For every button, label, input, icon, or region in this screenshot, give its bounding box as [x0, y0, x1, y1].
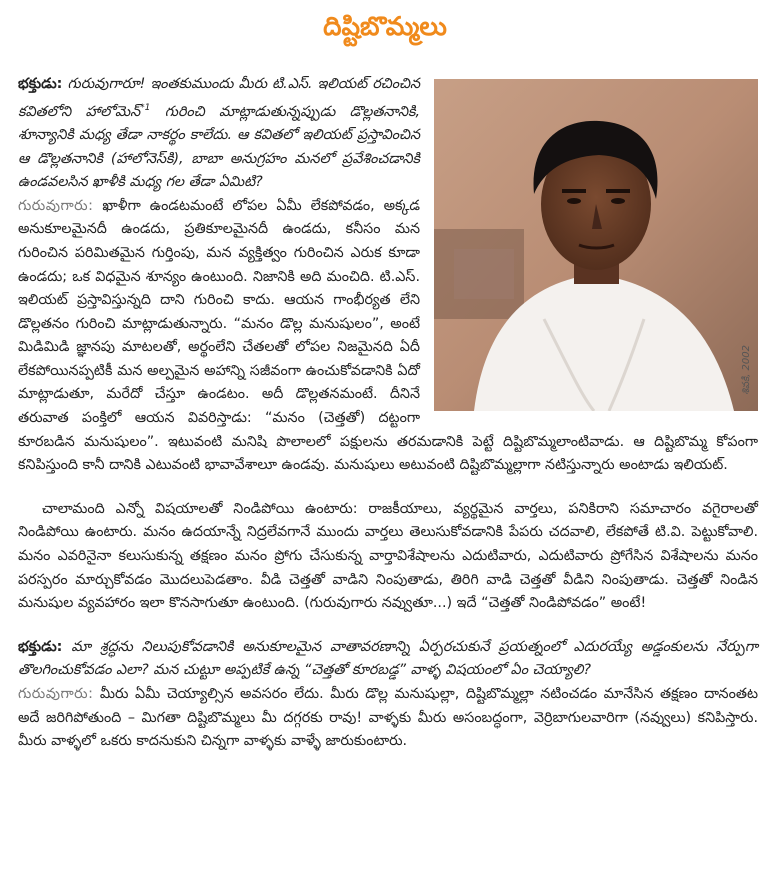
portrait-photo	[434, 79, 758, 411]
answer-1-text: ఖాళీగా ఉండటమంటే లోపల ఏమీ లేకపోవడం, అక్కడ అనుకూలమైనదీ ఉండదు, ప్రతికూలమైనదీ ఉండదు, కనీసం మన గురించిన పరిమితమైన గుర్తింపు, మన వ్యక్తిత్వం గురించిన ఎరుక కూడా ఉండదు; ఒక విధమైన శూన్యం ఉంటుంది. నిజానికి అది మంచిది. టి.ఎస్. ఇలియట్ ప్రస్తావిస్తున్నది దాని గురించి కాదు. ఆయన గాంభీర్యత లేని డొల్లతనం గురించి మాట్లాడుతున్నారు. “మనం డొల్ల మనుషులం”, అంటే మిడిమిడి జ్ఞానపు మాటలతో, అర్థంలేని చేతలతో లోపల నిజమైనది ఏదీ లేకపోయినప్పటికీ మన అల్పమైన అహాన్ని సజీవంగా ఉంచుకోవడానికి ఏదో మాట్లాడుతూ, మరేదో చేస్తూ ఉండటం. అదీ డొల్లతనమంటే. దీనినే తరువాత పంక్తిలో ఆయన వివరిస్తాడు: “మనం (చెత్తతో) దట్టంగా కూరబడిన మనుషులం”. ఇటువంటి మనిషి పొలాలలో పక్షులను తరమడానికి పెట్టే దిష్టిబొమ్మలాంటివాడు. ఆ దిష్టిబొమ్మ కోపంగా కనిపిస్తుంది కానీ దానికి ఎటువంటి భావావేశాలూ ఉండవు. మనుషులు అటువంటి దిష్టిబొమ్మల్లాగా నటిస్తున్నారు అంటాడు ఇలియట్.	[18, 197, 758, 474]
photo-caption: శివకి, 2002	[741, 345, 752, 395]
spacer	[18, 616, 758, 636]
question-2-text: మా శ్రద్ధను నిలుపుకోవడానికి అనుకూలమైన వాతావరణాన్ని ఏర్పరచుకునే ప్రయత్నంలో ఎదురయ్యే అడ్డంకులను నేర్పుగా తొలగించుకోవడం ఎలా? మన చుట్టూ అప్పటికే ఉన్న “చెత్తతో కూరబడ్డ” వాళ్ళ విషయంలో ఏం చెయ్యాలి?	[18, 638, 759, 679]
footnote-mark: *1	[140, 102, 151, 113]
article-body	[18, 73, 758, 754]
spacer	[18, 478, 758, 498]
question-2	[18, 636, 758, 683]
speaker-devotee: భక్తుడు:	[18, 638, 63, 655]
question-1-text-b: గురించి మాట్లాడుతున్నప్పుడు డొల్లతనానికి, శూన్యానికి మధ్య తేడా నాకర్థం కాలేదు. ఆ కవితలో ఇలియట్ ప్రస్తావించిన ఆ డొల్లతనానికి (హాలోనెస్‌కి), బాబా అనుగ్రహం మనలో ప్రవేశించడానికి ఉండవలసిన ఖాళీకి మధ్య గల తేడా ఏమిటి?	[18, 103, 420, 191]
speaker-guru: గురువుగారు:	[18, 686, 94, 703]
portrait-image	[434, 79, 758, 411]
page-title: దిష్టిబొమ్మలు	[323, 12, 447, 42]
question-1-text-a: గురువుగారూ! ఇంతకుముందు మీరు టి.ఎస్. ఇలియట్ రచించిన కవితలోని హాలోమెన్	[18, 76, 420, 120]
answer-2	[18, 683, 758, 754]
speaker-devotee: భక్తుడు:	[18, 76, 63, 92]
answer-2-text: మీరు ఏమీ చెయ్యాల్సిన అవసరం లేదు. మీరు డొల్ల మనుషుల్లా, దిష్టిబొమ్మల్లా నటించడం మానేసిన తక్షణం దానంతట అదే జరిగిపోతుంది – మిగతా దిష్టిబొమ్మలు మీ దగ్గరకు రావు! వాళ్ళకు మీరు అసంబద్ధంగా, వెర్రిబాగులవారిగా (నవ్వులు) కనిపిస్తారు. మీరు వాళ్ళలో ఒకరు కాదనుకుని చిన్నగా వాళ్ళకు వాళ్ళే జారుకుంటారు.	[18, 686, 758, 750]
speaker-guru: గురువుగారు:	[18, 197, 94, 214]
paragraph-2: చాలామంది ఎన్నో విషయాలతో నిండిపోయి ఉంటారు: రాజకీయాలు, వ్యర్థమైన వార్తలు, పనికిరాని సమాచారం వగైరాలతో నిండిపోయి ఉంటారు. మనం ఉదయాన్నే నిద్రలేవగానే ముందు వార్తలు తెలుసుకోవడానికి పేపరు చదవాలి, లేకపోతే టి.వి. పెట్టుకోవాలి. మనం ఎవరినైనా కలుసుకున్న తక్షణం మనం ప్రోగు చేసుకున్న వార్తావిశేషాలను ఎదుటివారు, ఎదుటివారు ప్రోగేసిన విశేషాలను మనం పరస్పరం మార్చుకోవడం మొదలుపెడతాం. వీడి చెత్తతో వాడిని నింపుతాడు, తిరిగి వాడి చెత్తతో వీడిని నింపుతాడు. చెత్తతో నిండిన మనుషుల వ్యవహారం ఇలా కొనసాగుతూ ఉంటుంది. (గురువుగారు నవ్వుతూ...) ఇదే “చెత్తతో నిండిపోవడం” అంటే!	[18, 500, 758, 612]
